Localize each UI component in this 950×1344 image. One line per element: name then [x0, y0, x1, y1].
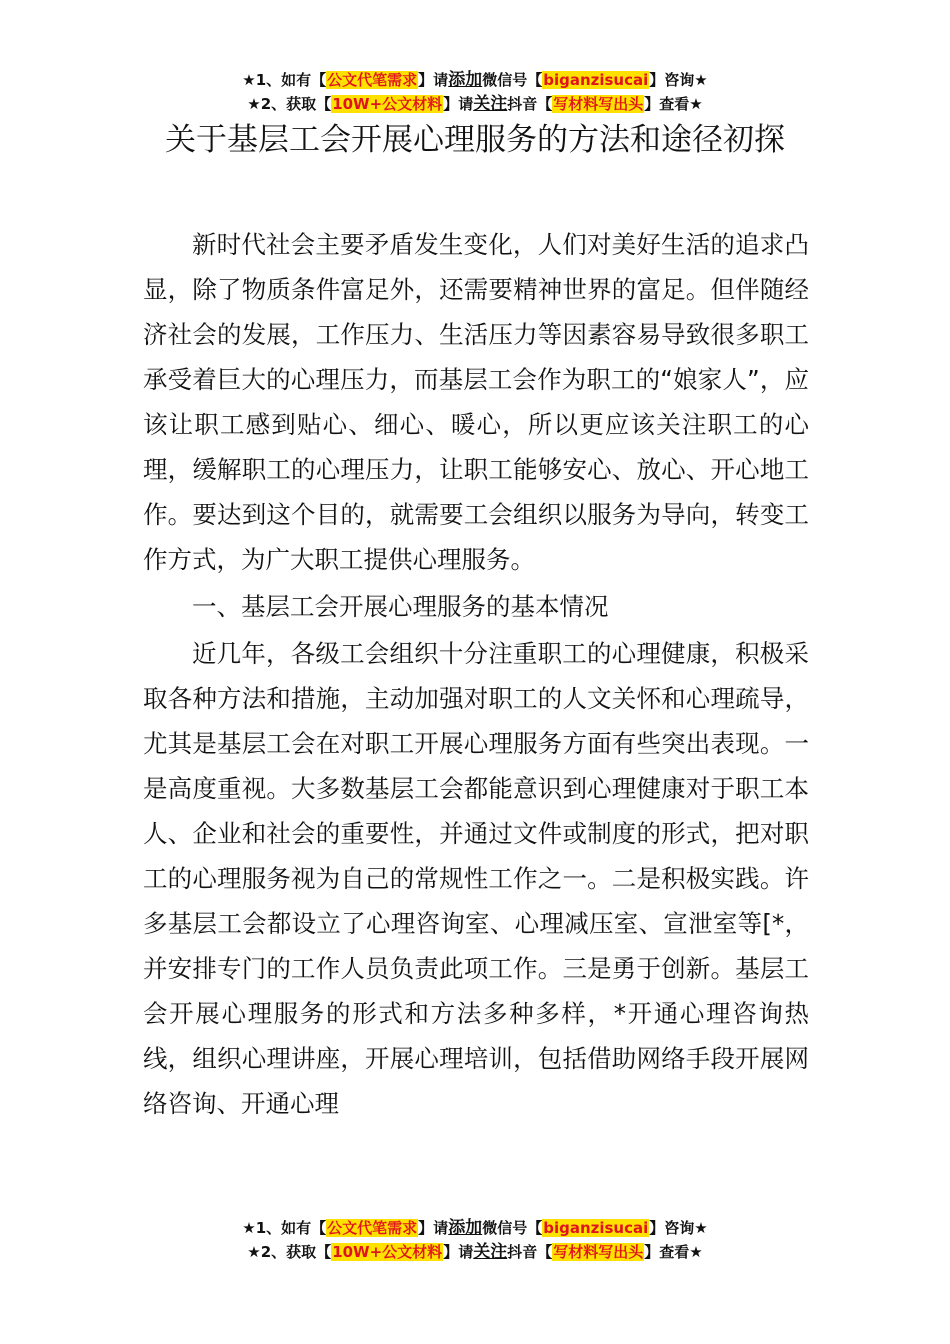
header-banner [0, 68, 950, 116]
banner-emphasis: 添加 [448, 70, 483, 90]
document-title: 关于基层工会开展心理服务的方法和途径初探 [165, 122, 785, 158]
paragraph-intro: 新时代社会主要矛盾发生变化，人们对美好生活的追求凸显，除了物质条件富足外，还需要精神世界的富足。但伴随经济社会的发展，工作压力、生活压力等因素容易导致很多职工承受着巨大的心理压力，而基层工会作为职工的“娘家人”，应该让职工感到贴心、细心、暖心，所以更应该关注职工的心理，缓解职工的心理压力，让职工能够安心、放心、开心地工作。要达到这个目的，就需要工会组织以服务为导向，转变工作方式，为广大职工提供心理服务。 [143, 230, 809, 574]
banner-text: 】查看★ [644, 1243, 703, 1261]
banner-text: 】咨询★ [649, 1219, 708, 1237]
banner-highlight: biganzisucai [543, 71, 649, 89]
banner-text: ★2、获取【 [247, 1243, 332, 1261]
banner-text: 】查看★ [644, 95, 703, 113]
banner-highlight: 写材料写出头 [553, 95, 644, 113]
banner-emphasis: 添加 [448, 1218, 483, 1238]
banner-highlight: 公文代笔需求 [327, 1219, 418, 1237]
banner-text: 】请 [443, 95, 474, 113]
banner-text: 微信号【 [482, 71, 543, 89]
banner-text: 微信号【 [482, 1219, 543, 1237]
section-heading: 一、基层工会开展心理服务的基本情况 [192, 592, 609, 621]
banner-emphasis: 关注 [473, 1242, 508, 1262]
banner-text: ★2、获取【 [247, 95, 332, 113]
banner-line-1 [0, 68, 950, 92]
banner-highlight: 写材料写出头 [553, 1243, 644, 1261]
banner-line-2 [0, 1240, 950, 1264]
paragraph-situation: 近几年，各级工会组织十分注重职工的心理健康，积极采取各种方法和措施，主动加强对职工的人文关怀和心理疏导，尤其是基层工会在对职工开展心理服务方面有些突出表现。一是高度重视。大多数基层工会都能意识到心理健康对于职工本人、企业和社会的重要性，并通过文件或制度的形式，把对职工的心理服务视为自己的常规性工作之一。二是积极实践。许多基层工会都设立了心理咨询室、心理减压室、宣泄室等[*，并安排专门的工作人员负责此项工作。三是勇于创新。基层工会开展心理服务的形式和方法多种多样，*开通心理咨询热线，组织心理讲座，开展心理培训，包括借助网络手段开展网络咨询、开通心理 [143, 639, 809, 1118]
banner-line-1 [0, 1216, 950, 1240]
banner-text: ★1、如有【 [242, 1219, 327, 1237]
footer-banner [0, 1216, 950, 1264]
banner-text: 抖音【 [507, 95, 553, 113]
banner-text: 】请 [418, 71, 449, 89]
banner-emphasis: 关注 [473, 94, 508, 114]
banner-highlight: biganzisucai [543, 1219, 649, 1237]
banner-text: 抖音【 [507, 1243, 553, 1261]
banner-text: ★1、如有【 [242, 71, 327, 89]
banner-text: 】请 [418, 1219, 449, 1237]
banner-text: 】咨询★ [649, 71, 708, 89]
banner-highlight: 10W+公文材料 [332, 1243, 443, 1261]
document-body [143, 222, 809, 1128]
banner-highlight: 公文代笔需求 [327, 71, 418, 89]
banner-text: 】请 [443, 1243, 474, 1261]
banner-highlight: 10W+公文材料 [332, 95, 443, 113]
banner-line-2 [0, 92, 950, 116]
